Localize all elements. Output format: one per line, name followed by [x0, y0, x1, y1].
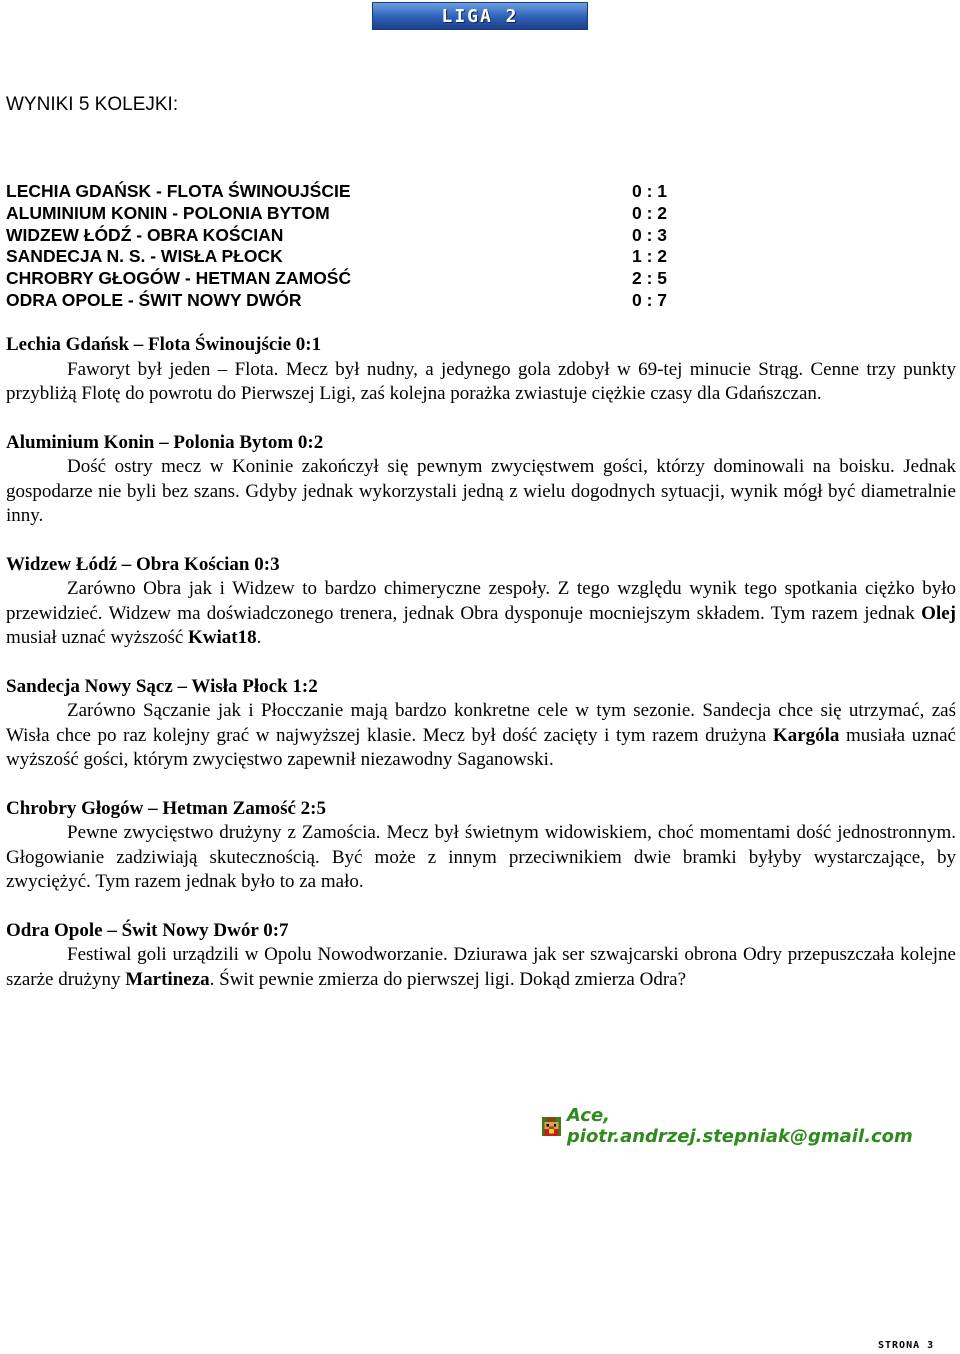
author-contact: Ace, piotr.andrzej.stepniak@gmail.com [566, 1105, 913, 1147]
report-body [6, 943, 956, 992]
banner-label: LIGA 2 [441, 5, 519, 27]
result-score: 1 : 2 [632, 246, 668, 267]
player-name: Kargóla [772, 724, 840, 746]
match-report [6, 797, 956, 895]
report-title: Widzew Łódź – Obra Kościan 0:3 [6, 553, 280, 575]
result-score: 2 : 5 [632, 268, 668, 289]
report-title: Odra Opole – Świt Nowy Dwór 0:7 [6, 919, 289, 941]
report-body [6, 699, 956, 773]
pixel-avatar-icon [542, 1117, 561, 1136]
match-reports [6, 333, 956, 1016]
match-report [6, 675, 956, 773]
report-title: Lechia Gdańsk – Flota Świnoujście 0:1 [6, 334, 322, 355]
result-row [6, 246, 686, 268]
result-score: 0 : 7 [632, 289, 668, 310]
result-match: SANDECJA N. S. - WISŁA PŁOCK [6, 246, 283, 267]
report-text: Zarówno Obra jak i Widzew to bardzo chimeryczne zespoły. Z tego względu wynik tego spotkania ciężko było przewidzieć. Widzew ma doświadczonego trenera, jednak Obra dysponuje mocniejszym składem. Tym razem jednak [6, 578, 956, 624]
report-text: Pewne zwycięstwo drużyny z Zamościa. Mecz był świetnym widowiskiem, choć momentami dość jednostronnym. Głogowianie zadziwiają skutecznością. Być może z innym przeciwnikiem dwie bramki byłyby wystarczające, by zwyciężyć. Tym razem jednak było to za mało. [6, 822, 956, 892]
result-match: CHROBRY GŁOGÓW - HETMAN ZAMOŚĆ [6, 268, 352, 289]
report-text: . Świt pewnie zmierza do pierwszej ligi. Dokąd zmierza Odra? [209, 968, 687, 990]
results-table [6, 181, 686, 312]
result-score: 0 : 2 [632, 202, 668, 223]
report-body [6, 358, 956, 407]
result-row [6, 203, 686, 225]
player-name: Olej [921, 602, 956, 624]
report-text: musiał uznać wyższość [6, 627, 189, 648]
result-score: 0 : 1 [632, 181, 668, 201]
result-row [6, 290, 686, 312]
report-text: Faworyt był jeden – Flota. Mecz był nudny, a jedynego gola zdobył w 69-tej minucie Strąg. Cenne trzy punkty przybliżą Flotę do powrotu do Pierwszej Ligi, zaś kolejna porażka zwiastuje ciężkie czasy dla Gdańszczan. [6, 358, 956, 404]
result-score: 0 : 3 [632, 224, 668, 245]
report-text: Zarówno Sączanie jak i Płocczanie mają bardzo konkretne cele w tym sezonie. Sandecja chce się utrzymać, zaś Wisła chce po raz kolejny grać w najwyższej klasie. Mecz był dość zacięty i tym razem drużyna [6, 700, 956, 746]
page-heading: WYNIKI 5 KOLEJKI: [6, 94, 179, 115]
report-text: Dość ostry mecz w Koninie zakończył się pewnym zwycięstwem gości, którzy dominowali na boisku. Jednak gospodarze nie byli bez szans. Gdyby jednak wykorzystali jedną z wielu dogodnych sytuacji, wynik mógł być diametralnie inny. [6, 456, 956, 526]
match-report [6, 333, 956, 407]
report-title: Aluminium Konin – Polonia Bytom 0:2 [6, 431, 324, 453]
match-report [6, 919, 956, 993]
page-number: STRONA 3 [878, 1340, 935, 1351]
report-body [6, 455, 956, 529]
report-text: Festiwal goli urządzili w Opolu Nowodworzanie. Dziurawa jak ser szwajcarski obrona Odry przepuszczała kolejne szarże drużyny [6, 944, 956, 990]
result-match: WIDZEW ŁÓDŹ - OBRA KOŚCIAN [6, 224, 284, 245]
player-name: Kwiat18 [188, 627, 257, 648]
author-signature [542, 1105, 960, 1147]
report-text: musiała uznać wyższość gości, którym zwycięstwo zapewnił niezawodny Saganowski. [6, 724, 956, 770]
report-title: Sandecja Nowy Sącz – Wisła Płock 1:2 [6, 675, 318, 697]
match-report [6, 431, 956, 529]
report-title: Chrobry Głogów – Hetman Zamość 2:5 [6, 797, 326, 819]
result-match: LECHIA GDAŃSK - FLOTA ŚWINOUJŚCIE [6, 181, 351, 201]
player-name: Martineza [125, 968, 210, 990]
report-body [6, 577, 956, 651]
league-banner [372, 2, 588, 30]
result-match: ODRA OPOLE - ŚWIT NOWY DWÓR [6, 289, 302, 310]
report-body [6, 821, 956, 895]
result-row [6, 225, 686, 247]
result-row [6, 268, 686, 290]
result-match: ALUMINIUM KONIN - POLONIA BYTOM [6, 202, 330, 223]
match-report [6, 553, 956, 651]
result-row [6, 181, 686, 203]
report-text: . [256, 627, 262, 648]
